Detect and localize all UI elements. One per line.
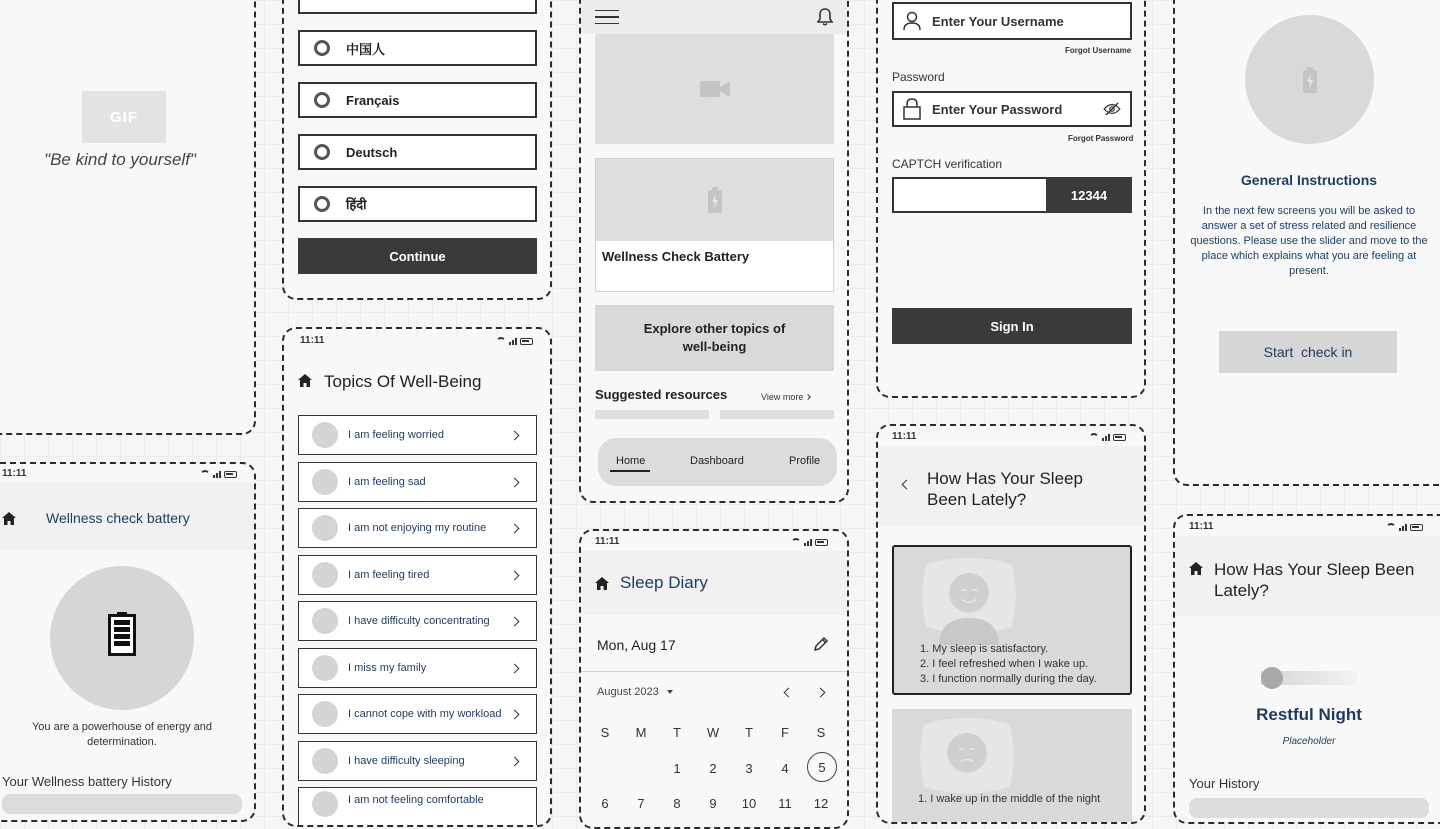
topic-avatar — [312, 655, 338, 681]
resource-card[interactable] — [595, 410, 709, 419]
chevron-right-icon — [510, 570, 520, 580]
topic-avatar — [312, 701, 338, 727]
wifi-icon — [791, 538, 801, 546]
calendar-day[interactable]: 11 — [778, 796, 792, 811]
chevron-right-icon — [510, 430, 520, 440]
suggested-title: Suggested resources — [595, 387, 728, 402]
history-card — [1189, 798, 1429, 818]
nav-profile[interactable]: Profile — [789, 455, 821, 467]
gif-label: GIF — [110, 108, 138, 126]
explore-button[interactable] — [595, 305, 834, 371]
radio-icon[interactable] — [314, 144, 330, 160]
history-title: Your History — [1189, 776, 1260, 791]
status-icons — [791, 538, 828, 546]
chevron-right-icon — [510, 756, 520, 766]
password-label: Password — [892, 70, 945, 84]
battery-status-icon — [815, 539, 828, 546]
hamburger-menu-icon[interactable] — [595, 10, 619, 24]
battery-status-icon — [1113, 434, 1126, 441]
top-bar — [581, 0, 847, 34]
calendar-day[interactable]: 3 — [745, 761, 753, 776]
weekday-label: S — [600, 725, 610, 740]
status-icons — [1089, 433, 1126, 441]
nav-dashboard[interactable]: Dashboard — [690, 455, 744, 467]
topics-screen — [282, 327, 552, 827]
language-label: हिंदी — [346, 197, 367, 212]
captcha-label: CAPTCH verification — [892, 157, 1003, 171]
battery-status-icon — [1410, 524, 1423, 531]
card-image — [596, 159, 833, 241]
calendar-day[interactable]: 12 — [813, 796, 829, 811]
gif-placeholder — [82, 91, 166, 143]
view-more-link[interactable] — [761, 392, 810, 402]
topic-avatar — [312, 791, 338, 817]
sign-in-button[interactable]: Sign In — [892, 308, 1132, 344]
calendar-day[interactable]: 7 — [637, 796, 645, 811]
date-label: Mon, Aug 17 — [597, 637, 676, 653]
home-screen — [579, 0, 849, 503]
chevron-right-icon — [510, 477, 520, 487]
pillow-tired-face-illustration — [912, 715, 1022, 805]
status-icons — [200, 470, 237, 478]
home-icon[interactable] — [298, 374, 312, 387]
continue-button[interactable]: Continue — [298, 238, 537, 274]
status-time: 11:11 — [2, 468, 27, 479]
captcha-input[interactable] — [892, 177, 1048, 213]
video-camera-icon — [700, 79, 730, 99]
weekday-label: T — [673, 725, 681, 740]
video-placeholder — [595, 34, 834, 144]
pillow-sleep-face-illustration — [914, 555, 1024, 645]
username-field[interactable] — [892, 2, 1132, 40]
topic-label: I am not enjoying my routine — [348, 522, 487, 534]
instructions-title: General Instructions — [1240, 172, 1378, 188]
calendar-day-selected[interactable] — [807, 752, 837, 782]
home-icon[interactable] — [595, 577, 609, 590]
language-option-french[interactable] — [298, 82, 537, 118]
page-title: Wellness check battery — [46, 510, 190, 526]
page-title: How Has Your Sleep Been Lately? — [1214, 560, 1415, 600]
caret-down-icon — [667, 690, 673, 694]
home-icon[interactable] — [1189, 562, 1203, 575]
gif-screen — [0, 0, 256, 435]
option-line: 1. My sleep is satisfactory. — [920, 643, 1049, 655]
battery-status-icon — [520, 338, 533, 345]
wifi-icon — [1089, 433, 1099, 441]
view-more-label: View more — [761, 392, 804, 402]
username-placeholder: Enter Your Username — [932, 13, 1064, 29]
resource-card[interactable] — [720, 410, 834, 419]
calendar-day[interactable]: 2 — [709, 761, 717, 776]
page-title: Sleep Diary — [620, 573, 708, 592]
history-title: Your Wellness battery History — [2, 774, 172, 789]
result-title: Restful Night — [1256, 705, 1362, 724]
weekday-label: S — [816, 725, 826, 740]
edit-icon[interactable] — [813, 636, 829, 652]
language-label: Deutsch — [346, 144, 398, 160]
battery-status-icon — [224, 471, 237, 478]
topic-label: I am not feeling comfortable — [348, 794, 484, 806]
option-line: 1. I wake up in the middle of the night — [918, 793, 1101, 805]
bell-icon[interactable] — [817, 8, 833, 26]
history-card — [2, 794, 242, 814]
battery-circle — [1245, 15, 1374, 144]
battery-charging-icon — [708, 187, 722, 213]
wellness-battery-screen — [0, 462, 256, 822]
signal-icon — [1399, 523, 1407, 531]
login-screen — [876, 0, 1146, 398]
nav-active-indicator — [610, 470, 650, 472]
radio-icon[interactable] — [314, 40, 330, 56]
topic-item[interactable] — [298, 415, 537, 455]
calendar-day[interactable]: 4 — [781, 761, 789, 776]
quote-text: "Be kind to yourself" — [44, 150, 196, 169]
radio-icon[interactable] — [314, 196, 330, 212]
weekday-label: F — [781, 725, 789, 740]
language-option-hindi[interactable] — [298, 186, 537, 222]
forgot-password-link[interactable]: Forgot Password — [1068, 134, 1134, 143]
status-time: 11:11 — [300, 335, 325, 346]
bottom-nav — [598, 438, 837, 486]
language-screen — [282, 0, 552, 300]
password-placeholder: Enter Your Password — [932, 101, 1063, 117]
wellness-check-card[interactable] — [595, 158, 834, 292]
calendar-day[interactable]: 1 — [673, 761, 681, 776]
calendar-day[interactable]: 8 — [673, 796, 681, 811]
signal-icon — [1102, 433, 1110, 441]
language-label: Français — [346, 92, 400, 108]
sleep-option-card[interactable] — [892, 709, 1132, 824]
home-icon[interactable] — [2, 512, 16, 525]
topic-label: I cannot cope with my workload — [348, 708, 502, 720]
sleep-question-screen — [876, 424, 1146, 824]
topic-avatar — [312, 608, 338, 634]
topic-avatar — [312, 515, 338, 541]
topic-avatar — [312, 562, 338, 588]
sleep-option-card[interactable] — [892, 545, 1132, 695]
calendar-day[interactable]: 10 — [741, 796, 757, 811]
chevron-right-icon — [510, 523, 520, 533]
status-icons — [1386, 523, 1423, 531]
topic-item[interactable] — [298, 741, 537, 781]
page-title: Topics Of Well-Being — [324, 372, 482, 391]
page-title: How Has Your Sleep Been Lately? — [927, 469, 1083, 509]
wifi-icon — [200, 470, 210, 478]
chevron-right-icon — [510, 663, 520, 673]
sleep-slider-screen — [1173, 514, 1440, 824]
option-line: 2. I feel refreshed when I wake up. — [920, 658, 1089, 670]
topic-item[interactable] — [298, 601, 537, 641]
topic-avatar — [312, 748, 338, 774]
result-placeholder: Placeholder — [1282, 736, 1336, 747]
chevron-right-icon — [510, 616, 520, 626]
signal-icon — [213, 470, 221, 478]
topic-label: I am feeling sad — [348, 476, 426, 488]
lock-icon — [902, 98, 922, 120]
radio-icon[interactable] — [314, 92, 330, 108]
nav-home[interactable]: Home — [616, 455, 646, 467]
signal-icon — [804, 538, 812, 546]
calendar-day[interactable]: 9 — [709, 796, 717, 811]
divider — [581, 671, 847, 672]
weekday-label: M — [635, 725, 647, 740]
slider-thumb[interactable] — [1261, 667, 1283, 689]
status-time: 11:11 — [595, 536, 620, 547]
chevron-right-icon — [806, 394, 812, 400]
chevron-right-icon — [510, 709, 520, 719]
selected-day-label: 5 — [818, 759, 826, 775]
topic-item[interactable] — [298, 508, 537, 548]
topic-item[interactable] — [298, 787, 537, 827]
topic-item[interactable] — [298, 555, 537, 595]
topic-item[interactable] — [298, 462, 537, 502]
language-option-partial[interactable] — [298, 0, 537, 14]
status-time: 11:11 — [892, 431, 917, 442]
battery-message: You are a powerhouse of energy and determination. — [31, 721, 212, 748]
weekday-label: W — [706, 725, 720, 740]
topic-label: I am feeling tired — [348, 569, 430, 581]
wifi-icon — [496, 337, 506, 345]
instructions-body: In the next few screens you will be asked to answer a set of stress related and resilience questions. Please use the slider and move to the place which explains what you are feeling at present. — [1190, 205, 1428, 277]
topic-label: I miss my family — [348, 662, 427, 674]
captcha-code: 12344 — [1046, 177, 1132, 213]
topic-label: I have difficulty sleeping — [348, 755, 465, 767]
language-option-german[interactable] — [298, 134, 537, 170]
signal-icon — [509, 337, 517, 345]
password-field[interactable] — [892, 91, 1132, 127]
forgot-username-link[interactable]: Forgot Username — [1065, 46, 1132, 55]
topic-avatar — [312, 469, 338, 495]
topic-avatar — [312, 422, 338, 448]
topic-item[interactable] — [298, 694, 537, 734]
topic-label: I am feeling worried — [348, 429, 444, 441]
wifi-icon — [1386, 523, 1396, 531]
topic-item[interactable] — [298, 648, 537, 688]
language-label: 中国人 — [346, 41, 386, 57]
user-icon — [902, 11, 922, 31]
eye-off-icon[interactable] — [1103, 102, 1121, 116]
battery-charging-icon — [1303, 67, 1317, 93]
weekday-label: T — [745, 725, 753, 740]
instructions-screen — [1173, 0, 1440, 486]
start-check-in-label: Start check in — [1263, 344, 1353, 360]
battery-full-icon — [108, 612, 136, 656]
card-title: Wellness Check Battery — [602, 249, 750, 264]
sleep-diary-screen — [579, 529, 849, 829]
month-selector[interactable] — [597, 686, 673, 698]
status-icons — [496, 337, 533, 345]
topic-label: I have difficulty concentrating — [348, 615, 490, 627]
prev-month-icon[interactable] — [784, 688, 794, 698]
next-month-icon[interactable] — [816, 688, 826, 698]
language-option-chinese[interactable] — [298, 30, 537, 66]
status-time: 11:11 — [1189, 521, 1214, 532]
explore-label: Explore other topics of well-being — [643, 321, 786, 354]
month-label: August 2023 — [597, 686, 659, 698]
calendar-day[interactable]: 6 — [601, 796, 609, 811]
option-line: 3. I function normally during the day. — [920, 673, 1097, 685]
start-check-in-button[interactable] — [1219, 331, 1397, 373]
sleep-slider[interactable] — [1261, 671, 1357, 685]
